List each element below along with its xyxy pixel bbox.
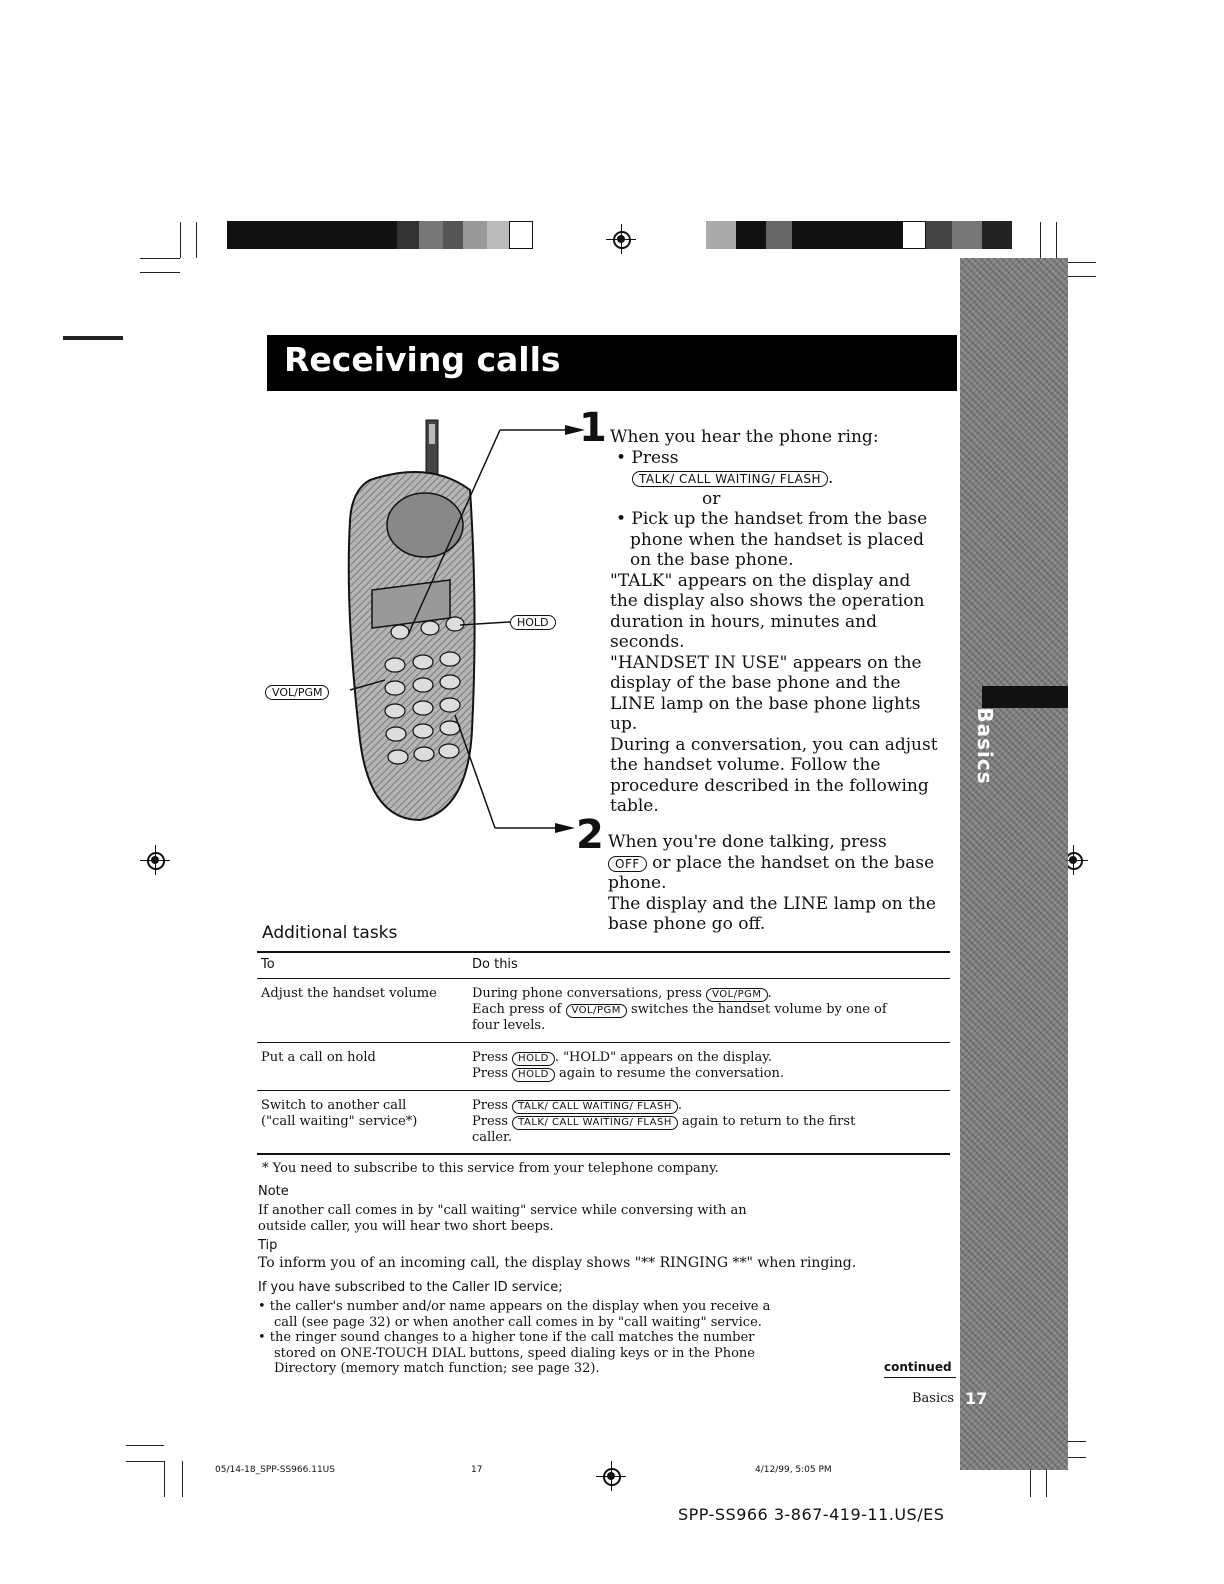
step1-p1: duration in hours, minutes and	[610, 611, 877, 632]
side-tab-label: Basics	[973, 707, 997, 785]
step1-p2: LINE lamp on the base phone lights	[610, 693, 921, 714]
step1-p3: the handset volume. Follow the	[610, 755, 881, 775]
step1-p1: "TALK" appears on the display and	[610, 570, 911, 591]
crop-mark	[126, 1445, 164, 1446]
step2-line2: OFF or place the handset on the base	[608, 853, 968, 874]
caller-id-bullets: • the caller's number and/or name appears on the display when you receive a call (see page 32) or when another call comes in by "call waiting" service. • the ringer sound changes to a higher tone if the call matches the number stored on ONE-TOUCH DIAL buttons, speed dialing keys or in the Phone Directory (memory match function; see page 32).	[258, 1299, 771, 1376]
crop-mark	[140, 258, 180, 259]
off-button: OFF	[608, 856, 647, 872]
step1-p2: up.	[610, 714, 638, 734]
footer-section-label: Basics	[912, 1391, 955, 1406]
step1-bullet2-line3: on the base phone.	[630, 550, 794, 570]
footer-date: 4/12/99, 5:05 PM	[755, 1465, 832, 1475]
step1-bullet1: • Press	[616, 447, 679, 468]
hold-button: HOLD	[512, 1068, 555, 1082]
tip-text: To inform you of an incoming call, the display shows "** RINGING **" when ringing.	[258, 1255, 857, 1271]
table-row-1-do: During phone conversations, press VOL/PGM . Each press of VOL/PGM switches the handset volume by one of four levels.	[472, 986, 887, 1033]
step2-text	[608, 832, 968, 935]
table-row-1-to: Adjust the handset volume	[261, 986, 437, 1001]
crop-mark	[180, 222, 181, 258]
step1-bullet2-line1: • Pick up the handset from the base	[616, 509, 928, 529]
crop-mark	[1040, 222, 1041, 258]
step2-line4: The display and the LINE lamp on the	[608, 893, 936, 914]
step2-line5: base phone go off.	[608, 914, 766, 934]
talk-call-waiting-flash-button: TALK/ CALL WAITING/ FLASH	[512, 1100, 678, 1114]
vol-pgm-button: VOL/PGM	[706, 988, 767, 1002]
crop-mark	[126, 1461, 164, 1462]
step1-bullet1-button-line: TALK/ CALL WAITING/ FLASH .	[610, 468, 970, 489]
table-top-rule	[257, 951, 950, 953]
tip-label: Tip	[258, 1238, 278, 1253]
note-label: Note	[258, 1184, 289, 1199]
color-bar-left	[227, 221, 533, 249]
crop-mark	[140, 272, 180, 273]
hold-button: HOLD	[512, 1052, 555, 1066]
step-number-2: 2	[576, 812, 604, 858]
vol-pgm-button: VOL/PGM	[566, 1004, 627, 1018]
vol-pgm-callout: VOL/PGM	[265, 685, 329, 700]
table-row-3-to: Switch to another call ("call waiting" service*)	[261, 1098, 418, 1129]
crop-mark	[164, 1461, 165, 1497]
step2-line1: When you're done talking, press	[608, 832, 887, 852]
talk-call-waiting-flash-button: TALK/ CALL WAITING/ FLASH	[512, 1116, 678, 1130]
footer-file-name: 05/14-18_SPP-SS966.11US	[215, 1465, 335, 1475]
footer-page-small: 17	[471, 1465, 483, 1475]
step1-p1: seconds.	[610, 632, 685, 652]
caller-id-heading: If you have subscribed to the Caller ID service;	[258, 1280, 563, 1295]
registration-mark-bottom	[596, 1461, 626, 1491]
crop-mark	[63, 336, 123, 340]
step1-p1: the display also shows the operation	[610, 591, 925, 611]
continued-rule	[884, 1377, 956, 1378]
doc-code: SPP-SS966 3-867-419-11.US/ES	[678, 1505, 945, 1524]
step2-line3: phone.	[608, 873, 667, 893]
registration-mark-top	[606, 224, 636, 254]
step1-bullet2-line2: phone when the handset is placed	[630, 529, 925, 550]
crop-mark	[1056, 222, 1057, 258]
step1-p3: During a conversation, you can adjust	[610, 734, 938, 755]
table-row-2-do: Press HOLD . "HOLD" appears on the display. Press HOLD again to resume the conversation.	[472, 1050, 785, 1081]
step1-p2: display of the base phone and the	[610, 673, 901, 693]
footnote: * You need to subscribe to this service from your telephone company.	[262, 1161, 719, 1176]
step1-intro: When you hear the phone ring:	[610, 427, 879, 447]
step-number-1: 1	[579, 405, 607, 451]
side-tab-marker	[982, 686, 1068, 708]
table-header-rule	[257, 978, 950, 979]
col-header-do: Do this	[472, 957, 518, 972]
continued-label: continued	[884, 1360, 952, 1374]
col-header-to: To	[261, 957, 275, 972]
table-row-3-do: Press TALK/ CALL WAITING/ FLASH . Press TALK/ CALL WAITING/ FLASH again to return to the first caller.	[472, 1098, 856, 1145]
step1-p3: procedure described in the following	[610, 775, 929, 796]
table-bottom-rule	[257, 1153, 950, 1155]
crop-mark	[182, 1461, 183, 1497]
step1-or: or	[702, 488, 721, 509]
table-row-rule	[257, 1090, 950, 1091]
step1-p3: table.	[610, 796, 659, 816]
step1-text	[610, 427, 970, 817]
note-text: If another call comes in by "call waiting" service while conversing with an outside caller, you will hear two short beeps.	[258, 1203, 747, 1234]
page-title: Receiving calls	[284, 340, 561, 379]
page-number: 17	[965, 1389, 988, 1408]
color-bar-right	[706, 221, 1012, 249]
side-tab-strip	[960, 258, 1068, 1470]
talk-call-waiting-flash-button: TALK/ CALL WAITING/ FLASH	[632, 471, 828, 487]
hold-callout: HOLD	[510, 615, 556, 630]
crop-mark	[196, 222, 197, 258]
registration-mark-left	[140, 845, 170, 875]
step1-p2: "HANDSET IN USE" appears on the	[610, 652, 922, 673]
additional-tasks-heading: Additional tasks	[262, 923, 398, 943]
table-row-2-to: Put a call on hold	[261, 1050, 376, 1065]
table-row-rule	[257, 1042, 950, 1043]
